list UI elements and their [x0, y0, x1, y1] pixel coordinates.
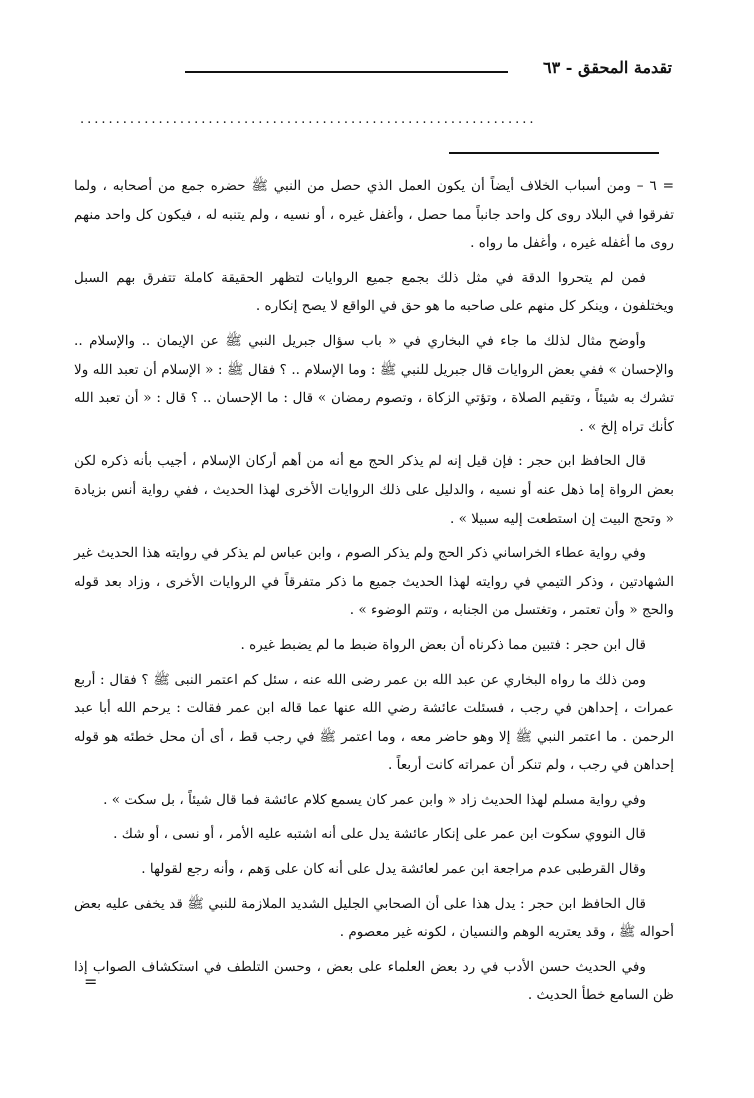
paragraph: وفي رواية مسلم لهذا الحديث زاد « وابن عمر كان يسمع كلام عائشة فما قال شيئاً ، بل سكت » .: [103, 791, 646, 808]
paragraph: قال ابن حجر : فتبين مما ذكرناه أن بعض الرواة ضبط ما لم يضبط غيره .: [240, 636, 646, 653]
paragraph: وأوضح مثال لذلك ما جاء في البخاري في « باب سؤال جبريل النبي ﷺ عن الإيمان .. والإسلام .. والإحسان » ففي بعض الروايات قال جبريل للنبي ﷺ : وما الإسلام .. ؟ فقال ﷺ : « الإسلام أن تعبد الله ولا تشرك به شيئاً ، وتقيم الصلاة ، وتؤتي الزكاة ، وتصوم رمضان » قال : ما الإحسان .. ؟ قال : « أن تعبد الله كأنك تراه إلخ » .: [74, 332, 674, 435]
dotted-separator: ................................................................: [80, 112, 537, 127]
paragraph: فمن لم يتحروا الدقة في مثل ذلك بجمع جميع الروايات لتظهر الحقيقة كاملة تتفرق بهم السبل ويختلفون ، وينكر كل منهم على صاحبه ما هو حق في الواقع لا يصح إنكاره .: [74, 269, 674, 315]
paragraph: قال الحافظ ابن حجر : يدل هذا على أن الصحابي الجليل الشديد الملازمة للنبي ﷺ قد يخفى عليه بعض أحواله ﷺ ، وقد يعتريه الوهم والنسيان ، لكونه غير معصوم .: [74, 895, 674, 941]
header-divider: [185, 71, 508, 73]
paragraph: وقال القرطبى عدم مراجعة ابن عمر لعائشة يدل على أنه كان على وَهم ، وأنه رجع لقولها .: [141, 861, 646, 878]
paragraph: قال الحافظ ابن حجر : فإن قيل إنه لم يذكر الحج مع أنه من أهم أركان الإسلام ، أجيب بأنه ذكره لكن بعض الرواة إما ذهل عنه أو نسيه ، والدليل على ذلك الروايات الأخرى لهذا الحديث ، ففي رواية أنس بزيادة « وتحج البيت إن استطعت إليه سبيلا » .: [74, 453, 674, 527]
paragraph: قال النووي سكوت ابن عمر على إنكار عائشة يدل على أنه اشتبه عليه الأمر ، أو نسى ، أو شك .: [113, 826, 646, 843]
paragraph: وفي الحديث حسن الأدب في رد بعض العلماء على بعض ، وحسن التلطف في استكشاف الصواب إذا ظن السامع خطأ الحديث .: [74, 958, 674, 1004]
page-body: [74, 172, 674, 1016]
section-divider: [449, 152, 659, 154]
page-header-title: تقدمة المحقق - ٦٣: [543, 58, 672, 77]
continuation-mark: =: [84, 972, 98, 991]
paragraph: ومن ذلك ما رواه البخاري عن عبد الله بن عمر رضى الله عنه ، سئل كم اعتمر النبى ﷺ ؟ فقال : أربع عمرات ، إحداهن في رجب ، فسئلت عائشة رضي الله عنها عما قاله ابن عمر فقالت : يرحم الله أبا عبد الرحمن . ما اعتمر النبي ﷺ إلا وهو حاضر معه ، وما اعتمر ﷺ في رجب قط ، أى أن محل خطئه هو قوله إحداهن في رجب ، ولم تنكر أن عمراته كانت أربعاً .: [74, 671, 674, 774]
paragraph: = ٦ – ومن أسباب الخلاف أيضاً أن يكون العمل الذي حصل من النبي ﷺ حضره جمع من أصحابه ، ولما تفرقوا في البلاد روى كل واحد جانباً مما حصل ، وأغفل غيره ، أو نسيه ، ولم يتنبه له ، فيكون كل واحد منهم روى ما أغفله غيره ، وأغفل ما رواه .: [74, 178, 674, 252]
page-header: [22, 58, 672, 84]
paragraph: وفي رواية عطاء الخراساني ذكر الحج ولم يذكر الصوم ، وابن عباس لم يذكر في روايته هذا الحديث غير الشهادتين ، وذكر التيمي في روايته لهذا الحديث جميع ما ذكر متفرقاً في الروايات الأخرى ، وزاد بعد قوله والحج « وأن تعتمر ، وتغتسل من الجنابه ، وتتم الوضوء » .: [74, 545, 674, 619]
